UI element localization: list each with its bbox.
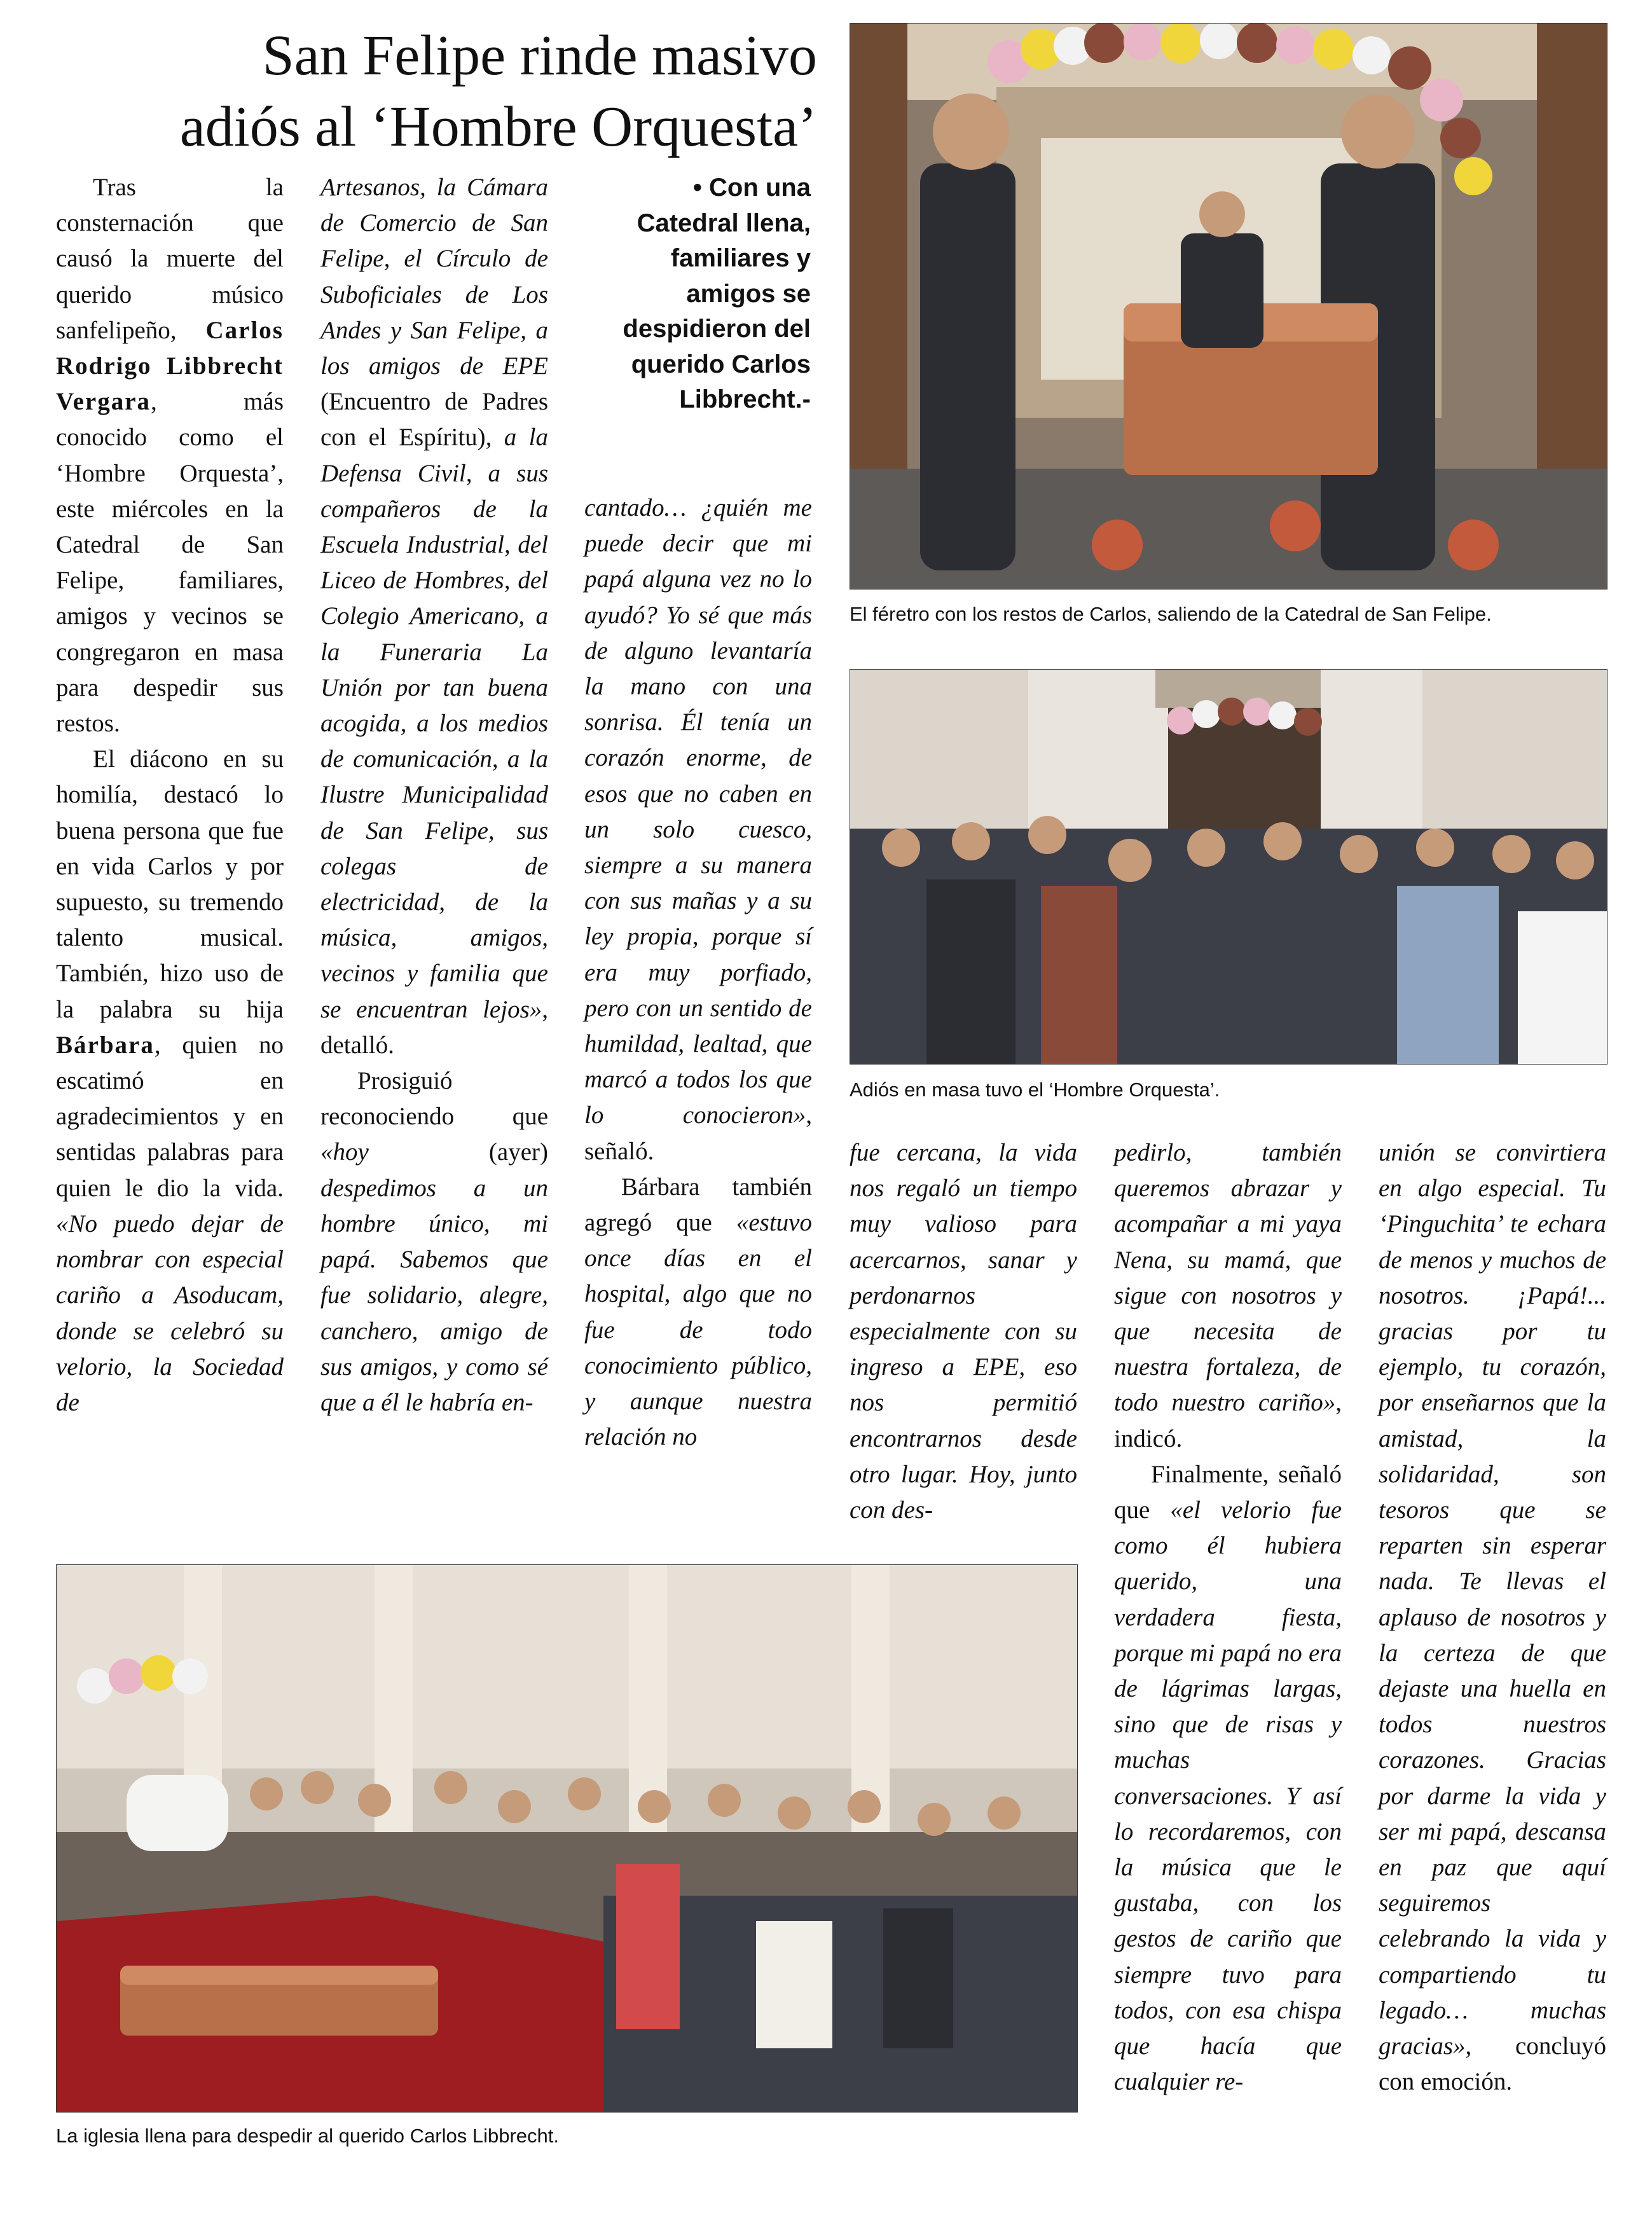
paragraph xyxy=(320,1063,548,1421)
paragraph xyxy=(56,170,284,741)
caption-photo-2: Adiós en masa tuvo el ‘Hombre Orquesta’. xyxy=(850,1079,1220,1101)
quote-run: «hoy xyxy=(320,1138,369,1166)
quote-run: despedimos a un hombre único, mi papá. Sabemos que fue solidario, alegre, canchero, amigo de sus amigos, y como sé que a él le habría en- xyxy=(320,1174,548,1416)
paragraph xyxy=(584,1169,812,1456)
photo-crowd-outside xyxy=(850,669,1607,1065)
text-run: (Encuentro de Padres con el Espíritu) xyxy=(320,388,548,452)
body-column-1 xyxy=(56,170,284,1421)
text-run: , más conocido como el ‘Hombre Orquesta’, este miércoles en la Catedral de San Felipe, familiares, amigos y vecinos se congregaron en masa para despedir sus restos. xyxy=(56,388,284,738)
caption-photo-1: El féretro con los restos de Carlos, saliendo de la Catedral de San Felipe. xyxy=(850,603,1492,625)
text-run: , concluyó con emoción. xyxy=(1379,2032,1606,2096)
body-column-4 xyxy=(850,1135,1077,1528)
text-run: Finalmente, señaló que xyxy=(1114,1460,1342,1524)
quote-run: pedirlo, también queremos abrazar y acompañar a mi yaya Nena, su mamá, que sigue con nosotros y que necesita de nuestra fortaleza, de todo nuestro cariño» xyxy=(1114,1139,1342,1417)
photo-coffin-leaving xyxy=(850,23,1607,589)
photo-church-interior-image xyxy=(57,1565,1077,2112)
bold-name: Carlos Rodrigo Libbrecht Vergara xyxy=(56,316,284,416)
quote-run: «No puedo dejar de nombrar con especial cariño a Asoducam, donde se celebró su velorio, la Sociedad de xyxy=(56,1210,284,1416)
headline-line-1: San Felipe rinde masivo xyxy=(262,24,817,87)
quote-run: cantado… ¿quién me puede decir que mi papá alguna vez no lo ayudó? Yo sé que más de alguno levantaría la mano con una sonrisa. Él tenía un corazón enorme, de esos que no caben en un solo cuesco, siempre a su manera con sus mañas y a su ley propia, porque sí era muy porfiado, pero con un sentido de humildad, lealtad, que marcó a todos los que lo conocieron» xyxy=(584,494,812,1129)
text-run: , señaló. xyxy=(584,1101,812,1165)
paragraph xyxy=(1114,1135,1342,1457)
text-run: El diácono en su homilía, destacó lo buena persona que fue en vida Carlos y por supuesto, su tremendo talento musical. También, hizo uso de la palabra su hija xyxy=(56,745,284,1023)
body-column-5 xyxy=(1114,1135,1342,2100)
quote-run: unión se convirtiera en algo especial. Tu ‘Pinguchita’ te echara de menos y muchos de nosotros. ¡Papá!... gracias por tu ejemplo, tu corazón, por enseñarnos que la amistad, la solidaridad, son tesoros que se reparten sin esperar nada. Te llevas el aplauso de nosotros y la certeza de que dejaste una huella en todos nuestros corazones. Gracias por darme la vida y ser mi papá, descansa en paz que aquí seguiremos celebrando la vida y compartiendo tu legado… muchas gracias» xyxy=(1379,1139,1606,2060)
bold-name: Bárbara xyxy=(56,1031,155,1059)
paragraph xyxy=(850,1135,1077,1528)
headline-line-2: adiós al ‘Hombre Orquesta’ xyxy=(179,95,817,158)
text-run: , indicó. xyxy=(1114,1389,1342,1452)
photo-coffin-leaving-image xyxy=(850,24,1607,589)
paragraph xyxy=(56,741,284,1421)
quote-run: «el velorio fue como él hubiera querido, una verdadera fiesta, porque mi papá no era de lágrimas largas, sino que de risas y muchas conversaciones. Y así lo recordaremos, con la música que le gustaba, con los gestos de cariño que siempre tuvo para todos, con esa chispa que hacía que cualquier re- xyxy=(1114,1496,1342,2096)
body-column-2 xyxy=(320,170,548,1421)
text-run: (ayer) xyxy=(368,1138,548,1166)
paragraph xyxy=(320,170,548,1063)
text-run: , detalló. xyxy=(320,995,548,1059)
text-run: Bárbara también agregó que xyxy=(584,1173,812,1237)
text-run: Tras la consternación que causó la muerte del querido músico sanfelipeño, xyxy=(56,174,284,344)
subhead: • Con una Catedral llena, familiares y amigos se despidieron del querido Carlos Libbrecht.- xyxy=(623,174,811,413)
body-column-3 xyxy=(584,490,812,1455)
photo-church-interior xyxy=(56,1564,1078,2113)
quote-run: Artesanos, la Cámara de Comercio de San Felipe, el Círculo de Suboficiales de Los Andes y San Felipe, a los amigos de EPE xyxy=(320,174,548,380)
paragraph xyxy=(1379,1135,1606,2100)
text-run: , quien no escatimó en agradecimientos y en sentidas palabras para quien le dio la vida. xyxy=(56,1031,284,1202)
body-column-6 xyxy=(1379,1135,1606,2100)
quote-run: «estuvo once días en el hospital, algo que no fue de todo conocimiento público, y aunque nuestra relación no xyxy=(584,1209,812,1451)
photo-crowd-outside-image xyxy=(850,670,1607,1064)
headline xyxy=(51,20,817,163)
quote-run: , a la Defensa Civil, a sus compañeros de la Escuela Industrial, del Liceo de Hombres, del Colegio Americano, a la Funeraria La Unión por tan buena acogida, a los medios de comunicación, a la Ilustre Municipalidad de San Felipe, sus colegas de electricidad, de la música, amigos, vecinos y familia que se encuentran lejos» xyxy=(320,424,548,1023)
quote-run: fue cercana, la vida nos regaló un tiempo muy valioso para acercarnos, sanar y perdonarnos especialmente con su ingreso a EPE, eso nos permitió encontrarnos desde otro lugar. Hoy, junto con des- xyxy=(850,1139,1077,1524)
paragraph xyxy=(584,490,812,1169)
caption-photo-3: La iglesia llena para despedir al querido Carlos Libbrecht. xyxy=(56,2125,559,2147)
paragraph xyxy=(1114,1457,1342,2100)
text-run: Prosiguió reconociendo que xyxy=(320,1067,548,1131)
